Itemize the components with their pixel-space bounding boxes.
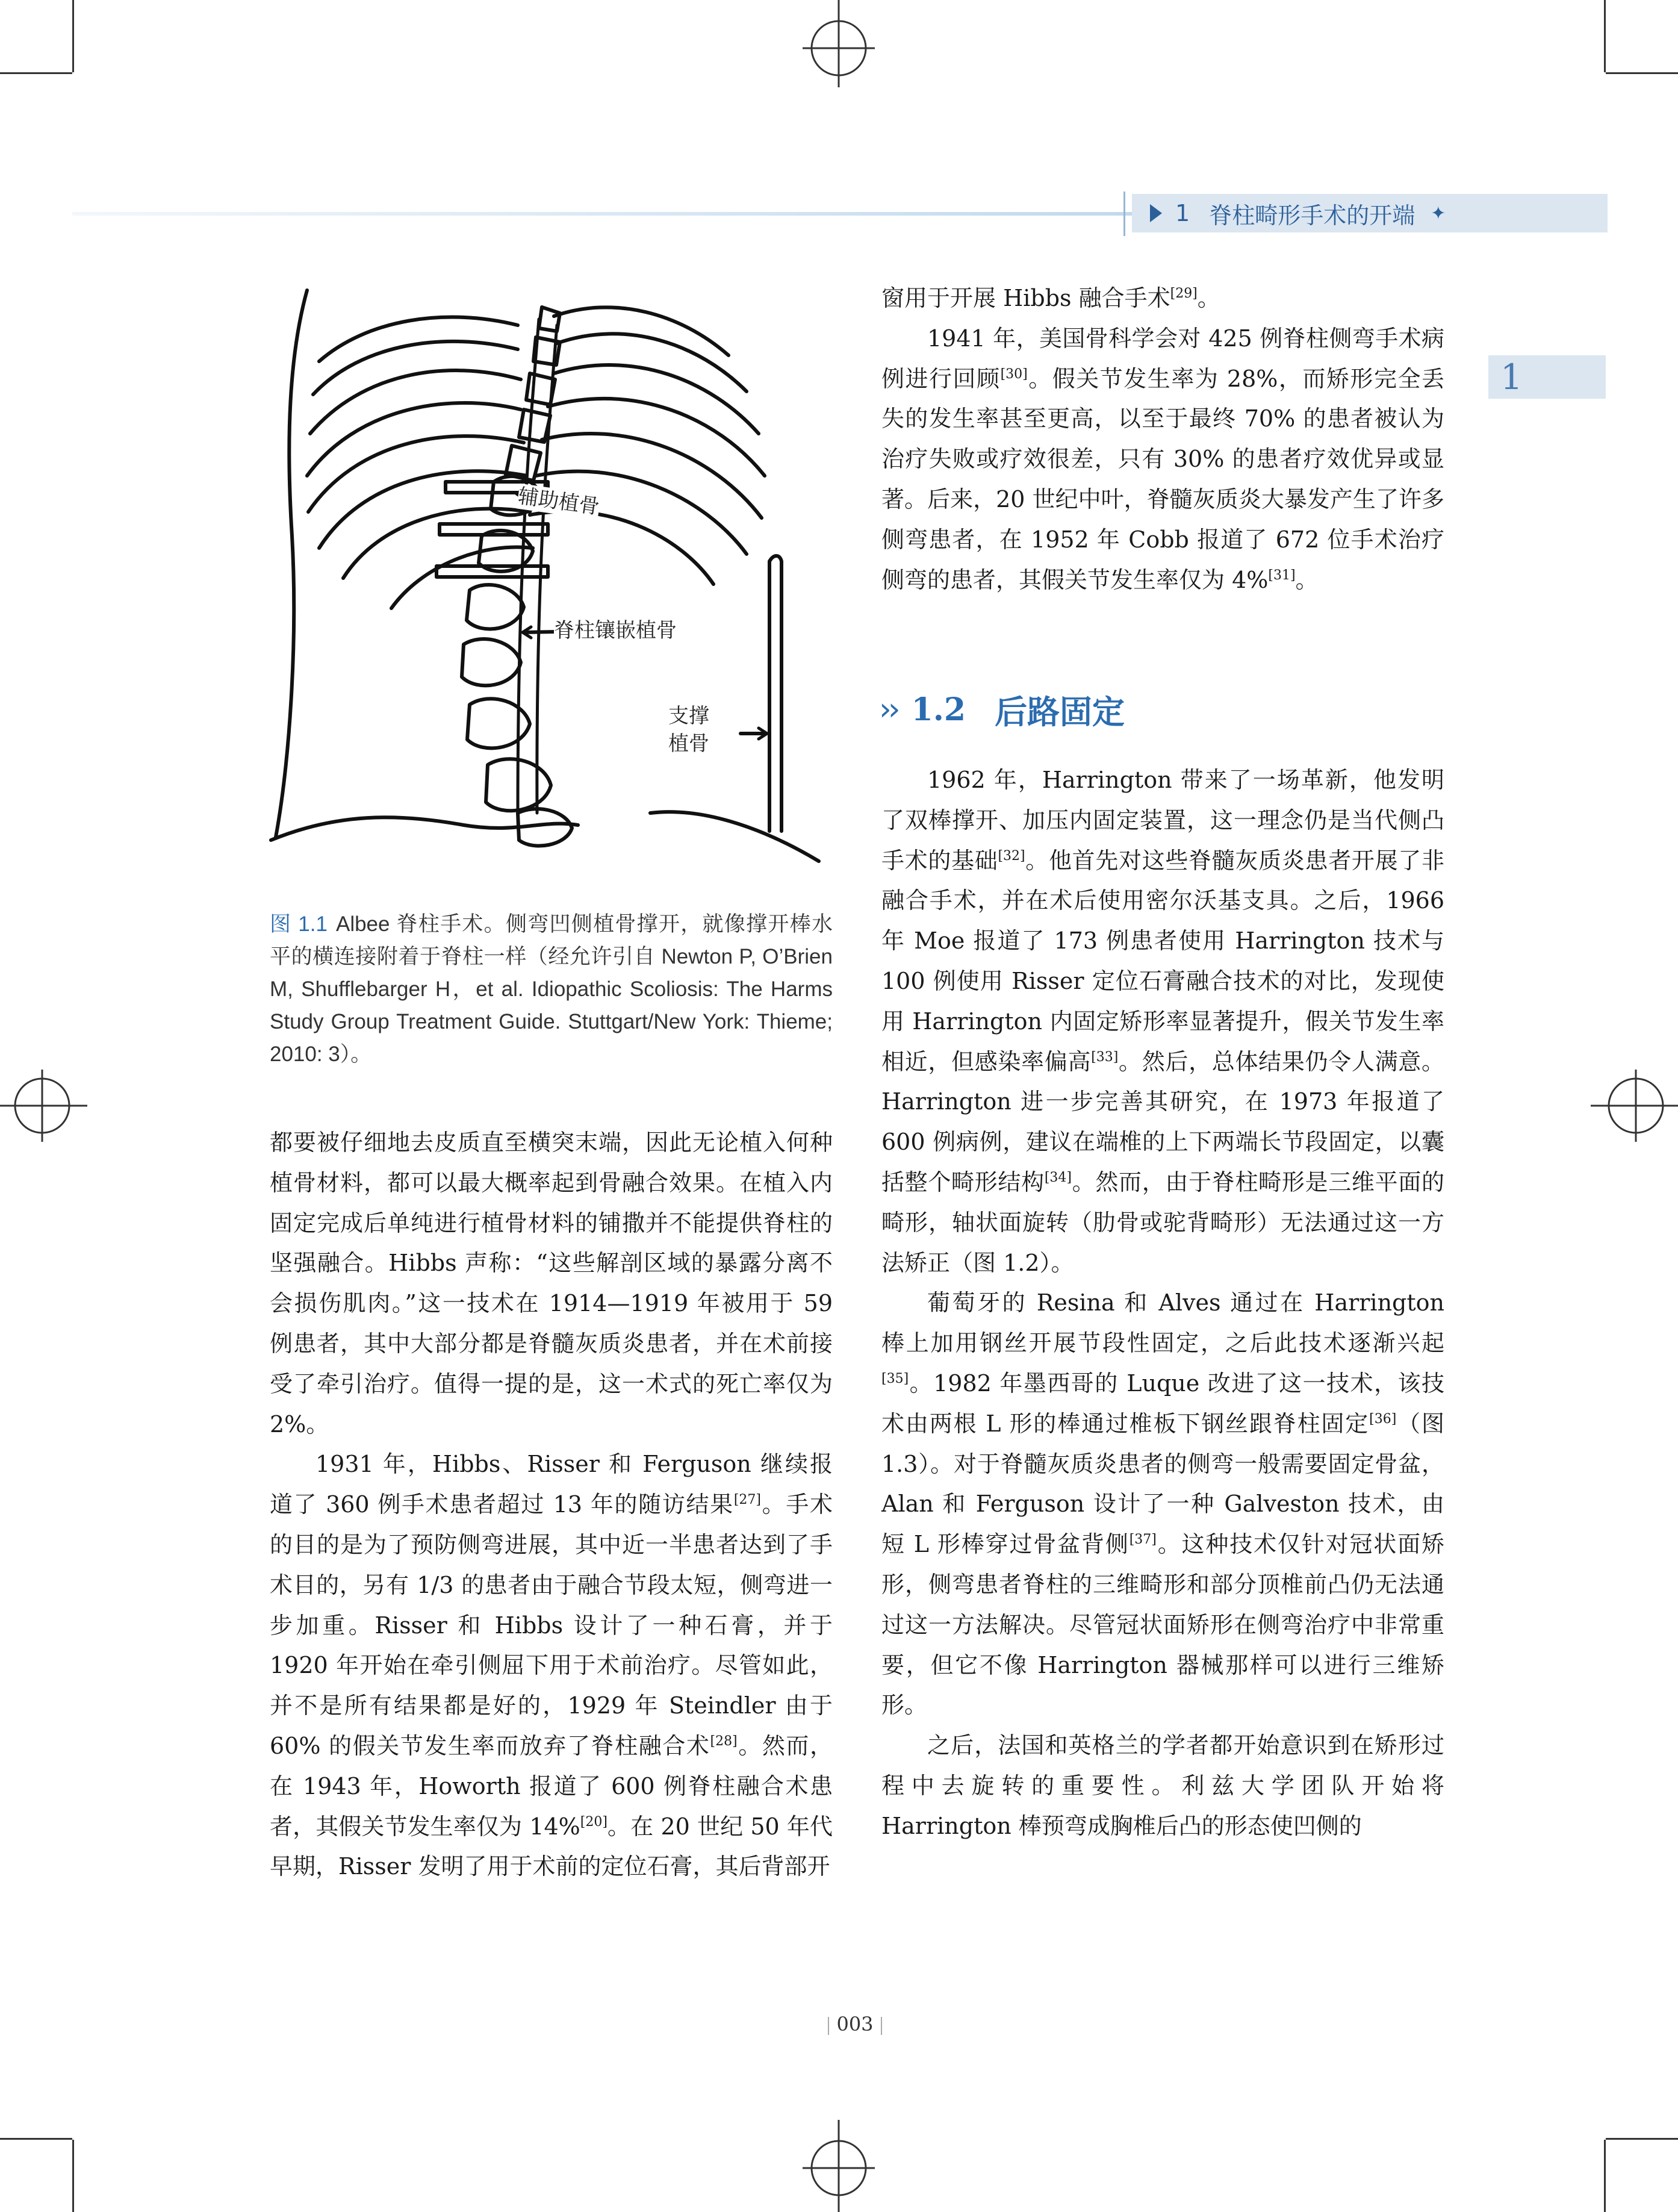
text-run: 。然而，在 1943 年，Howorth 报道了 600 例脊柱融合术患者，其假关节发生率仅为 14% — [270, 1732, 833, 1840]
spine-illustration — [265, 283, 837, 885]
crop-mark — [1604, 0, 1606, 72]
right-column-lower — [881, 760, 1444, 1846]
text-run: 。手术的目的是为了预防侧弯进展，其中近一半患者达到了手术目的，另有 1/3 的患者由于融合节段太短，侧弯进一步加重。Risser 和 Hibbs 设计了一种石膏，并于 1920 年开始在牵引侧屈下用于术前治疗。尽管如此，并不是所有结果都是好的，1929 年 Steindler 由于 60% 的假关节发生率而放弃了脊柱融合术 — [270, 1491, 833, 1759]
chapter-thumb-tab: 1 — [1488, 355, 1606, 399]
crop-mark — [0, 72, 72, 74]
label-inlay-graft: 脊柱镶嵌植骨 — [554, 618, 677, 643]
header-rule — [72, 212, 1132, 216]
citation: [35] — [881, 1371, 909, 1386]
citation: [20] — [580, 1814, 607, 1830]
crop-mark — [0, 2138, 72, 2140]
play-triangle-icon — [1150, 204, 1162, 222]
paragraph — [881, 319, 1444, 600]
citation: [33] — [1091, 1049, 1119, 1065]
page-number-text: 003 — [836, 2013, 874, 2036]
text-run: 1962 年，Harrington 带来了一场革新，他发明了双棒撑开、加压内固定装置，这一理念仍是当代侧凸手术的基础 — [881, 767, 1444, 874]
text-run: 。他首先对这些脊髓灰质炎患者开展了非融合手术，并在术后使用密尔沃基支具。之后，1966 年 Moe 报道了 173 例患者使用 Harrington 技术与 100 例使用 Risser 定位石膏融合技术的对比，发现使用 Harrington 内固定矫形率显著提升，假关节发生率相近，但感染率偏高 — [881, 847, 1444, 1075]
citation: [30] — [1000, 366, 1028, 382]
crop-mark — [1604, 2140, 1606, 2212]
section-heading — [879, 685, 1125, 734]
text-run: 。假关节发生率为 28%，而矫形完全丢失的发生率甚至更高，以至于最终 70% 的患者被认为治疗失败或疗效很差，只有 30% 的患者疗效优异或显著。后来，20 世纪中叶，脊髓灰质炎大暴发产生了许多侧弯患者，在 1952 年 Cobb 报道了 672 位手术治疗侧弯的患者，其假关节发生率仅为 4% — [881, 365, 1444, 593]
paragraph: 都要被仔细地去皮质直至横突末端，因此无论植入何种植骨材料，都可以最大概率起到骨融合效果。在植入内固定完成后单纯进行植骨材料的铺撒并不能提供脊柱的坚强融合。Hibbs 声称：“这些解剖区域的暴露分离不会损伤肌肉。”这一技术在 1914—1919 年被用于 59 例患者，其中大部分都是脊髓灰质炎患者，并在术前接受了牵引治疗。值得一提的是，这一术式的死亡率仅为 2%。 — [270, 1129, 833, 1438]
text-run: 。然而，由于脊柱畸形是三维平面的畸形，轴状面旋转（肋骨或驼背畸形）无法通过这一方法矫正（图 1.2）。 — [881, 1168, 1444, 1276]
crop-mark — [1606, 2138, 1678, 2140]
double-chevron-icon: ›› — [879, 691, 897, 727]
registration-mark-left — [0, 1070, 90, 1142]
citation: [32] — [998, 848, 1025, 864]
header-chapter-number: 1 — [1175, 200, 1190, 226]
registration-mark-right — [1588, 1070, 1678, 1142]
caption-figure-number: 图 1.1 — [270, 912, 328, 936]
caption-text: Albee 脊柱手术。侧弯凹侧植骨撑开，就像撑开棒水平的横连接附着于脊柱一样（经允许引自 Newton P, O’Brien M, Shufflebarger H，et al. Idiopathic Scoliosis: The Harms Study Group Treatment Guide. Stuttgart/New York: Thieme; 2010: 3）。 — [270, 912, 833, 1066]
text-run: 。1982 年墨西哥的 Luque 改进了这一技术，该技术由两根 L 形的棒通过椎板下钢丝跟脊柱固定 — [881, 1369, 1444, 1437]
section-number: 1.2 — [911, 691, 966, 728]
paragraph: 之后，法国和英格兰的学者都开始意识到在矫形过程中去旋转的重要性。利兹大学团队开始将 Harrington 棒预弯成胸椎后凸的形态使凹侧的 — [881, 1732, 1444, 1839]
figure-1-1 — [265, 283, 837, 885]
text-run: （图 1.3）。对于脊髓灰质炎患者的侧弯一般需要固定骨盆，Alan 和 Ferguson 设计了一种 Galveston 技术，由短 L 形棒穿过骨盆背侧 — [881, 1410, 1444, 1558]
citation: [29] — [1170, 286, 1198, 301]
citation: [37] — [1129, 1532, 1157, 1548]
figure-caption — [270, 908, 833, 1071]
paragraph — [881, 278, 1444, 319]
text-run: 1941 年，美国骨科学会对 425 例脊柱侧弯手术病例进行回顾 — [881, 325, 1444, 392]
text-run: 。然后，总体结果仍令人满意。Harrington 进一步完善其研究，在 1973 年报道了 600 例病例，建议在端椎的上下两端长节段固定，以囊括整个畸形结构 — [881, 1048, 1444, 1195]
citation: [31] — [1268, 567, 1296, 583]
header-chapter-title: 脊柱畸形手术的开端 — [1209, 202, 1415, 229]
text-run: 窗用于开展 Hibbs 融合手术 — [881, 285, 1170, 311]
text-run: 葡萄牙的 Resina 和 Alves 通过在 Harrington 棒上加用钢丝开展节段性固定，之后此技术逐渐兴起 — [881, 1289, 1444, 1357]
text-run: 1931 年，Hibbs、Risser 和 Ferguson 继续报道了 360 例手术患者超过 13 年的随访结果 — [270, 1451, 833, 1518]
text-run: 。 — [1295, 566, 1319, 593]
running-header — [1132, 194, 1608, 232]
star-icon: ✦ — [1431, 202, 1446, 224]
label-strut-graft-line1: 支撑 — [668, 704, 709, 728]
crop-mark — [72, 0, 74, 72]
citation: [28] — [710, 1733, 738, 1749]
citation: [34] — [1044, 1170, 1072, 1185]
text-run: 。在 20 世纪 50 年代早期，Risser 发明了用于术前的定位石膏，其后背部开 — [270, 1813, 833, 1880]
paragraph — [270, 1444, 833, 1887]
page-number — [819, 2013, 891, 2036]
text-run: 。 — [1197, 285, 1220, 311]
label-aux-graft: 辅助植骨 — [516, 484, 601, 520]
text-run: 。这种技术仅针对冠状面矫形，侧弯患者脊柱的三维畸形和部分顶椎前凸仍无法通过这一方法解决。尽管冠状面矫形在侧弯治疗中非常重要，但它不像 Harrington 器械那样可以进行三维矫形。 — [881, 1531, 1444, 1719]
paragraph — [881, 760, 1444, 1283]
paragraph — [881, 1283, 1444, 1725]
registration-mark-bottom — [803, 2120, 875, 2212]
left-column — [270, 1123, 833, 1887]
citation: [27] — [733, 1492, 761, 1508]
right-column-upper — [881, 278, 1444, 600]
section-title: 后路固定 — [995, 693, 1125, 731]
header-separator — [1123, 192, 1125, 236]
registration-mark-top — [803, 0, 875, 90]
label-strut-graft-line2: 植骨 — [668, 732, 709, 756]
crop-mark — [72, 2140, 74, 2212]
crop-mark — [1606, 72, 1678, 74]
citation: [36] — [1369, 1411, 1397, 1427]
